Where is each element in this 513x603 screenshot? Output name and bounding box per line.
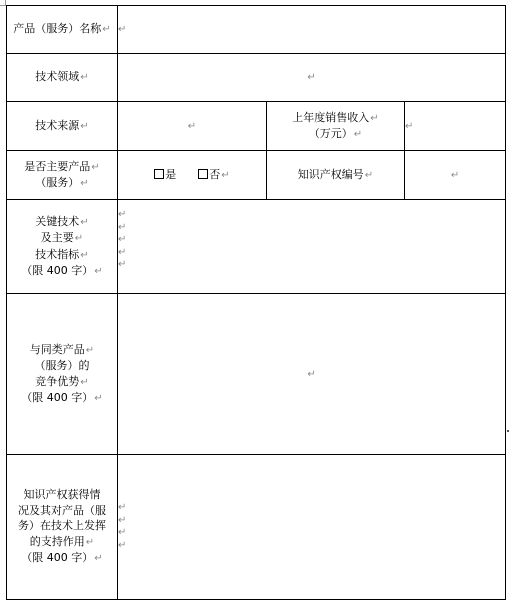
key-tech-label-cell: [7, 200, 118, 294]
return-mark-icon: ↵: [118, 514, 127, 526]
row-tech-source: [7, 102, 506, 151]
return-mark-icon: ↵: [118, 209, 127, 220]
product-name-label: 产品（服务）名称: [13, 22, 102, 36]
row-key-tech: [7, 200, 506, 294]
ip-support-field[interactable]: [118, 455, 506, 600]
product-info-form-table: [6, 5, 506, 600]
return-mark-icon: ↵: [80, 249, 89, 261]
return-mark-icon: ↵: [118, 502, 127, 513]
checkbox-no[interactable]: [198, 169, 208, 179]
return-mark-icon: ↵: [94, 266, 103, 277]
return-mark-icon: ↵: [102, 24, 111, 36]
key-tech-label-line: 技术指标↵: [35, 247, 89, 261]
ip-support-label-cell: [7, 455, 118, 600]
main-product-label-cell: [7, 151, 118, 200]
return-mark-icon: ↵: [118, 221, 127, 233]
ip-support-label-line: 的支持作用↵: [29, 534, 95, 548]
main-product-label: 是否主要产品↵: [24, 159, 100, 173]
key-tech-label-line: 及主要↵: [40, 231, 84, 244]
return-mark-icon: ↵: [85, 344, 95, 356]
tech-source-label: 技术来源: [35, 118, 80, 132]
checkbox-yes[interactable]: [154, 169, 164, 179]
ip-support-label-line: 况及其对产品（服: [18, 503, 106, 517]
ip-number-label-cell: [267, 151, 405, 200]
tech-source-label-cell: [7, 102, 118, 151]
return-mark-icon: ↵: [94, 553, 103, 565]
return-mark-icon: ↵: [118, 539, 127, 551]
return-mark-icon: ↵: [80, 216, 89, 228]
return-mark-icon: ↵: [80, 376, 89, 388]
row-product-name: [7, 6, 506, 54]
margin-dot: [507, 430, 509, 432]
option-yes-label: 是: [165, 167, 177, 181]
row-tech-field: [7, 54, 506, 102]
return-mark-icon: ↵: [74, 233, 84, 244]
main-product-label-service: （服务）↵: [35, 176, 89, 189]
competitive-advantage-label-line: 与同类产品↵: [29, 342, 95, 356]
key-tech-field[interactable]: [118, 200, 506, 294]
row-main-product: [7, 151, 506, 200]
return-mark-icon: ↵: [353, 129, 363, 140]
competitive-advantage-label-cell: [7, 294, 118, 455]
return-mark-icon: ↵: [118, 527, 127, 538]
return-mark-icon: ↵: [118, 246, 127, 258]
return-mark-icon: ↵: [221, 169, 230, 181]
return-mark-icon: ↵: [80, 120, 89, 132]
sales-revenue-unit: （万元）↵: [308, 127, 363, 140]
row-ip-support: [7, 455, 506, 600]
return-mark-icon: ↵: [118, 24, 127, 36]
return-mark-icon: ↵: [450, 169, 460, 181]
ip-support-label-line: 务）在技术上发挥: [18, 519, 106, 533]
return-mark-icon: ↵: [91, 161, 100, 173]
return-mark-icon: ↵: [370, 112, 379, 124]
return-mark-icon: ↵: [118, 259, 127, 270]
ip-support-limit: （限 400 字）↵: [21, 551, 103, 565]
return-mark-icon: ↵: [118, 234, 127, 245]
return-mark-icon: ↵: [80, 178, 89, 189]
option-yes[interactable]: [154, 168, 176, 181]
sales-revenue-label: 上年度销售收入↵: [292, 110, 379, 124]
return-mark-icon: ↵: [364, 169, 374, 181]
return-mark-icon: ↵: [405, 120, 414, 132]
key-tech-limit: （限 400 字）↵: [21, 264, 103, 277]
return-mark-icon: ↵: [94, 393, 103, 404]
competitive-advantage-label-line: （服务）的: [34, 359, 90, 372]
competitive-advantage-limit: （限 400 字）↵: [21, 391, 103, 404]
row-competitive-advantage: [7, 294, 506, 455]
return-mark-icon: ↵: [85, 536, 95, 548]
return-mark-icon: ↵: [187, 120, 197, 132]
key-tech-label-line: 关键技术↵: [35, 214, 89, 228]
return-mark-icon: ↵: [307, 72, 316, 84]
main-product-options-cell: [118, 151, 267, 200]
ip-support-label-line: 知识产权获得情: [23, 488, 101, 502]
ip-number-field[interactable]: [405, 151, 506, 200]
return-mark-list: [118, 209, 505, 272]
ip-number-label: 知识产权编号: [297, 167, 364, 181]
tech-field-field[interactable]: [118, 54, 506, 102]
sales-revenue-field[interactable]: [405, 102, 506, 151]
tech-field-label-cell: [7, 54, 118, 102]
sales-revenue-label-cell: [267, 102, 405, 151]
competitive-advantage-field[interactable]: [118, 294, 506, 455]
tech-field-label: 技术领域: [35, 70, 80, 84]
return-mark-icon: ↵: [80, 72, 89, 84]
product-name-label-cell: [7, 6, 118, 54]
return-mark-icon: ↵: [307, 368, 316, 380]
tech-source-field[interactable]: [118, 102, 267, 151]
option-no[interactable]: [198, 168, 220, 181]
competitive-advantage-label-line: 竞争优势↵: [35, 374, 89, 388]
product-name-field[interactable]: [118, 6, 506, 54]
option-no-label: 否: [209, 167, 221, 181]
return-mark-list: [118, 502, 505, 552]
